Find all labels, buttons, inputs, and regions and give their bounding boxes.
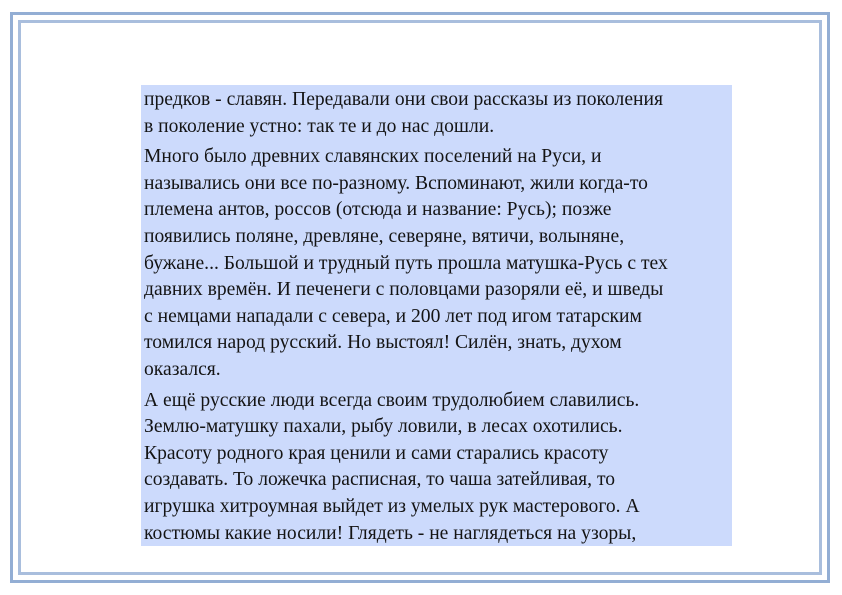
- text-line: костюмы какие носили! Глядеть - не наглядеться на узоры,: [144, 522, 637, 544]
- text-block: [141, 85, 732, 546]
- text-line: А ещё русские люди всегда своим трудолюбием славились.: [144, 389, 640, 411]
- text-line: давних времён. И печенеги с половцами разоряли её, и шведы: [144, 279, 664, 301]
- text-line: предков - славян. Передавали они свои рассказы из поколения: [144, 89, 664, 110]
- text-line: племена антов, россов (отсюда и название: Русь); позже: [144, 199, 612, 221]
- paragraph-1: [144, 87, 728, 140]
- text-line: бужане... Большой и трудный путь прошла матушка-Русь с тех: [144, 252, 668, 274]
- text-line: Красоту родного края ценили и сами старались красоту: [144, 442, 609, 464]
- text-line: оказался.: [144, 358, 221, 380]
- text-line: игрушка хитроумная выйдет из умелых рук мастерового. А: [144, 495, 640, 517]
- text-line: томился народ русский. Но выстоял! Силён, знать, духом: [144, 332, 622, 354]
- text-line: появились поляне, древляне, северяне, вятичи, волыняне,: [144, 225, 625, 247]
- text-line: с немцами нападали с севера, и 200 лет под игом татарским: [144, 305, 642, 327]
- text-line: Много было древних славянских поселений на Руси, и: [144, 146, 602, 168]
- text-line: Землю-матушку пахали, рыбу ловили, в лесах охотились.: [144, 416, 623, 438]
- paragraph-2: [144, 144, 728, 383]
- paragraph-3: [144, 388, 728, 546]
- text-line: в поколение устно: так те и до нас дошли.: [144, 115, 495, 137]
- text-line: назывались они все по-разному. Вспоминают, жили когда-то: [144, 172, 648, 194]
- text-line: создавать. То ложечка расписная, то чаша затейливая, то: [144, 469, 616, 491]
